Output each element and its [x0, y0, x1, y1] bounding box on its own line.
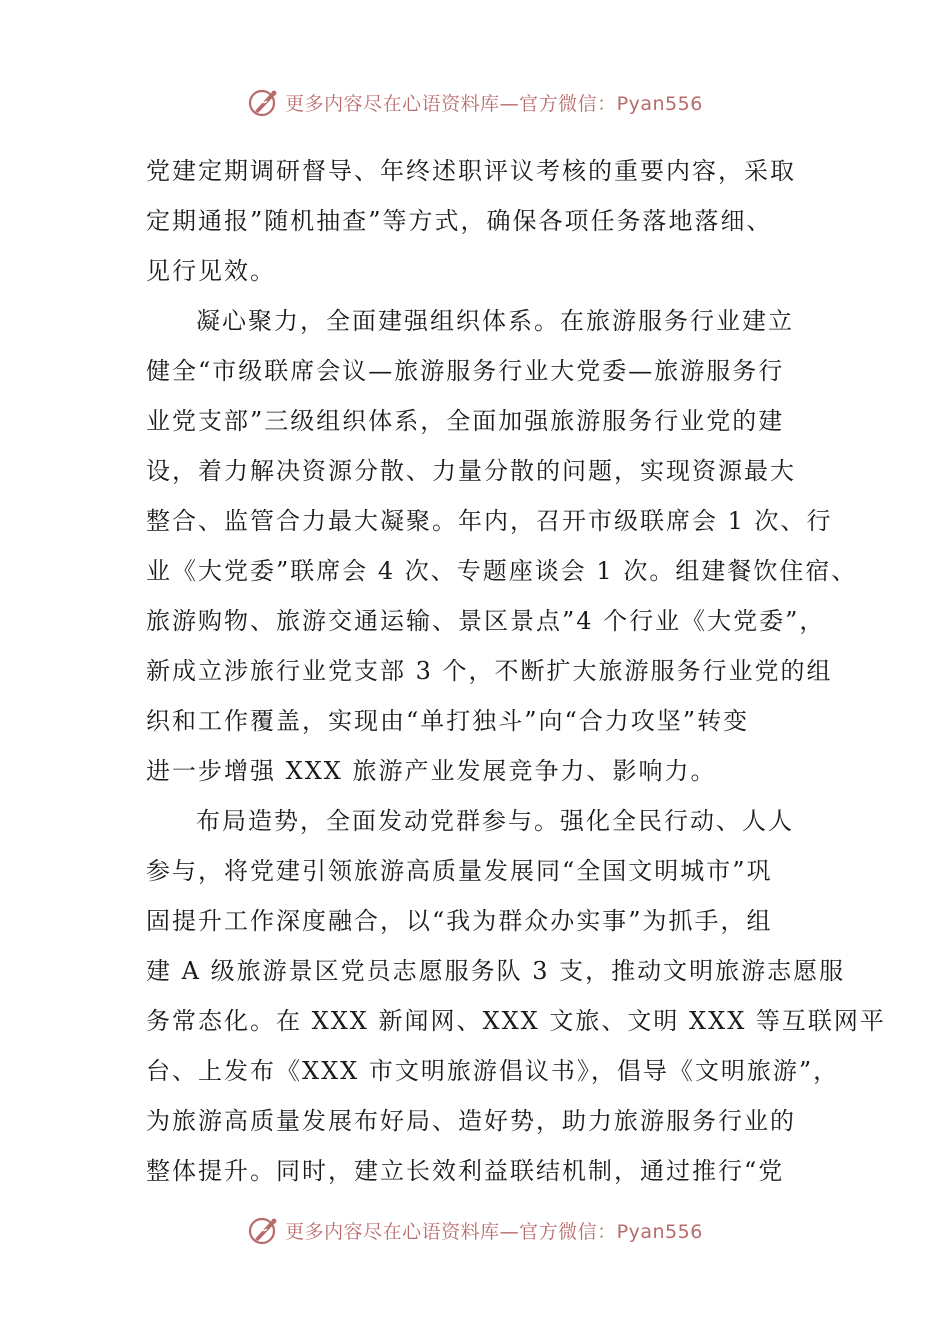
body-line: 党建定期调研督导、年终述职评议考核的重要内容，采取	[146, 157, 796, 185]
body-line: 建 A 级旅游景区党员志愿服务队 3 支，推动文明旅游志愿服	[146, 957, 846, 985]
header-watermark-text: 更多内容尽在心语资料库—官方微信：Pyan556	[285, 92, 703, 115]
footer-watermark	[0, 1208, 950, 1252]
document-body	[146, 146, 886, 1196]
body-line: 旅游购物、旅游交通运输、景区景点”4 个行业《大党委”，	[146, 607, 826, 635]
body-line: 定期通报”随机抽查”等方式，确保各项任务落地落细、	[146, 207, 773, 235]
body-line: 务常态化。在 XXX 新闻网、XXX 文旅、文明 XXX 等互联网平	[146, 1007, 886, 1035]
header-watermark	[0, 80, 950, 124]
body-line: 健全“市级联席会议—旅游服务行业大党委—旅游服务行	[146, 357, 785, 385]
body-line: 织和工作覆盖，实现由“单打独斗”向“合力攻坚”转变	[146, 707, 750, 735]
pen-circle-logo-icon	[247, 1213, 281, 1247]
body-line: 台、上发布《XXX 市文明旅游倡议书》，倡导《文明旅游”，	[146, 1057, 840, 1085]
footer-watermark-text: 更多内容尽在心语资料库—官方微信：Pyan556	[285, 1220, 703, 1243]
body-line: 固提升工作深度融合，以“我为群众办实事”为抓手，组	[146, 907, 773, 935]
body-line: 参与，将党建引领旅游高质量发展同“全国文明城市”巩	[146, 857, 773, 885]
body-line: 业《大党委”联席会 4 次、专题座谈会 1 次。组建餐饮住宿、	[146, 557, 858, 585]
body-line: 进一步增强 XXX 旅游产业发展竞争力、影响力。	[146, 757, 717, 785]
body-line: 凝心聚力，全面建强组织体系。在旅游服务行业建立	[196, 307, 794, 335]
body-line: 为旅游高质量发展布好局、造好势，助力旅游服务行业的	[146, 1107, 796, 1135]
body-line: 整体提升。同时，建立长效利益联结机制，通过推行“党	[146, 1157, 785, 1185]
body-line: 设，着力解决资源分散、力量分散的问题，实现资源最大	[146, 457, 796, 485]
pen-circle-logo-icon	[247, 85, 281, 119]
body-line: 业党支部”三级组织体系，全面加强旅游服务行业党的建	[146, 407, 785, 435]
body-line: 新成立涉旅行业党支部 3 个，不断扩大旅游服务行业党的组	[146, 657, 833, 685]
body-line: 整合、监管合力最大凝聚。年内，召开市级联席会 1 次、行	[146, 507, 833, 535]
body-line: 布局造势，全面发动党群参与。强化全民行动、人人	[196, 807, 794, 835]
body-line: 见行见效。	[146, 257, 276, 285]
